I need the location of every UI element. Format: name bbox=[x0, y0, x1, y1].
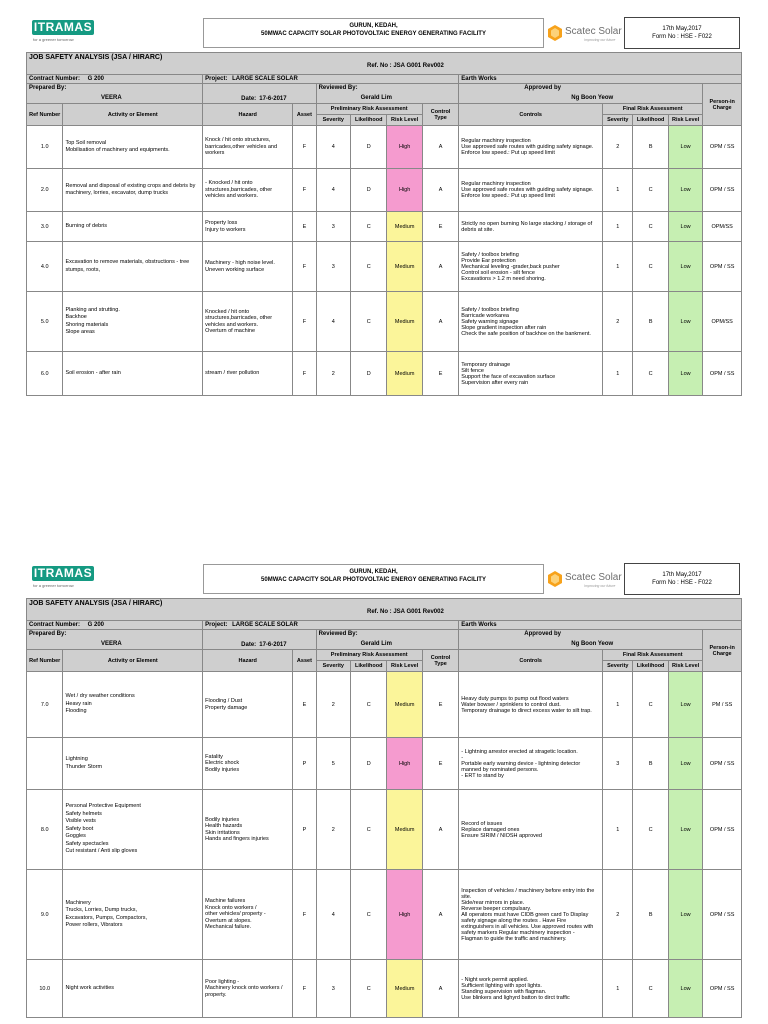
control-type-cell: E bbox=[422, 352, 458, 396]
facility-title-box bbox=[203, 564, 544, 594]
ref-cell: 6.0 bbox=[27, 352, 63, 396]
severity-cell: 5 bbox=[316, 738, 350, 790]
asset-cell: P bbox=[293, 790, 316, 870]
person-in-charge-cell: OPM / SS bbox=[703, 126, 742, 169]
form-date: 17th May,2017 bbox=[662, 572, 702, 578]
logo-wordmark: ITRAMAS bbox=[33, 20, 93, 34]
activity-cell: Personal Protective Equipment Safety helmets Visible vests Safety boot Goggles Safety spectacles Cut resistant / Anti slip gloves bbox=[63, 790, 203, 870]
final-severity-header: Severity bbox=[603, 115, 633, 126]
reviewed-label: Reviewed By: bbox=[318, 631, 358, 637]
jsa-rows bbox=[27, 126, 742, 396]
severity-cell: 3 bbox=[316, 960, 350, 1018]
hazard-cell: - Knocked / hit onto structures,barricades, other vehicles and workers. bbox=[203, 169, 293, 212]
final-risk-level-header: Risk Level bbox=[668, 661, 702, 672]
risk-level-cell: High bbox=[387, 126, 422, 169]
final-likelihood-cell: C bbox=[633, 212, 668, 242]
controls-header: Controls bbox=[459, 650, 603, 672]
prelim-header: Preliminary Risk Assessment bbox=[316, 104, 422, 115]
final-risk-level-cell: Low bbox=[668, 352, 702, 396]
hazard-cell: Bodily injuries Health hazards Skin irritations Hands and fingers injuries bbox=[203, 790, 293, 870]
control-type-cell: A bbox=[422, 960, 458, 1018]
facility-text: 50MWAC CAPACITY SOLAR PHOTOVOLTAIC ENERGY GENERATING FACILITY bbox=[261, 31, 486, 37]
final-likelihood-cell: C bbox=[633, 352, 668, 396]
location-text: GURUN, KEDAH, bbox=[349, 23, 398, 29]
signoff-row bbox=[27, 84, 742, 104]
form-date: 17th May,2017 bbox=[662, 26, 702, 32]
person-in-charge-header: Person-in Charge bbox=[703, 630, 742, 672]
final-severity-cell: 3 bbox=[603, 738, 633, 790]
project-label: Project: bbox=[205, 76, 228, 82]
severity-header: Severity bbox=[316, 661, 350, 672]
severity-header: Severity bbox=[316, 115, 350, 126]
asset-cell: E bbox=[293, 672, 316, 738]
final-severity-cell: 2 bbox=[603, 870, 633, 960]
activity-header: Activity or Element bbox=[63, 650, 203, 672]
activity-cell: Machinery Trucks, Lorries, Dump trucks, Excavators, Pumps, Compactors, Power rollers, Vibrators bbox=[63, 870, 203, 960]
risk-level-cell: Medium bbox=[387, 292, 422, 352]
activity-cell: Night work activities bbox=[63, 960, 203, 1018]
logo-tagline: for a greener tomorrow bbox=[33, 37, 74, 42]
controls-cell: Safety / toolbox briefing Provide Ear protection Mechanical leveling -grader,back pusher Control soil erosion - silt fence Excavations > 1.2 m need shoring. bbox=[459, 242, 603, 292]
likelihood-cell: D bbox=[350, 352, 386, 396]
final-risk-level-cell: Low bbox=[668, 738, 702, 790]
contract-label: Contract Number: bbox=[29, 622, 81, 628]
hazard-cell: stream / river pollution bbox=[203, 352, 293, 396]
person-in-charge-cell: OPM/SS bbox=[703, 292, 742, 352]
controls-cell: Strictly no open burning No large stacking / storage of debris at site. bbox=[459, 212, 603, 242]
table-row bbox=[27, 672, 742, 738]
table-row bbox=[27, 738, 742, 790]
date-label: Date: bbox=[241, 96, 257, 102]
controls-cell: Safety / toolbox briefing Barricade workarea Safety warning signage Slope gradient inspection after rain Check the safe position of backhoe on the bankment. bbox=[459, 292, 603, 352]
final-likelihood-header: Likelihood bbox=[633, 115, 668, 126]
hazard-cell: Property loss Injury to workers bbox=[203, 212, 293, 242]
ref-cell: 1.0 bbox=[27, 126, 63, 169]
person-in-charge-cell: OPM / SS bbox=[703, 352, 742, 396]
facility-title-box bbox=[203, 18, 544, 48]
ref-cell: 7.0 bbox=[27, 672, 63, 738]
controls-cell: Heavy duty pumps to pump out flood waters Water bowser / sprinklers to control dust. Temporary drainage to direct excess water to silt trap. bbox=[459, 672, 603, 738]
activity-cell: Lightning Thunder Storm bbox=[63, 738, 203, 790]
asset-header: Asset bbox=[293, 104, 316, 126]
final-likelihood-header: Likelihood bbox=[633, 661, 668, 672]
activity-cell: Wet / dry weather conditions Heavy rain Flooding bbox=[63, 672, 203, 738]
date-value: 17-6-2017 bbox=[259, 642, 287, 648]
control-type-header: Control Type bbox=[422, 650, 458, 672]
asset-cell: E bbox=[293, 212, 316, 242]
ref-cell bbox=[27, 738, 63, 790]
scatec-name: Scatec Solar bbox=[565, 572, 622, 583]
ref-header: Ref Number bbox=[27, 104, 63, 126]
risk-level-cell: Medium bbox=[387, 672, 422, 738]
final-header: Final Risk Assessment bbox=[603, 650, 703, 661]
contract-row bbox=[27, 621, 742, 630]
table-row bbox=[27, 212, 742, 242]
table-row bbox=[27, 352, 742, 396]
controls-cell: Regular machinry inspection Use approved safe routes with guiding safety signage. Enforce low speed.: Put up speed limit bbox=[459, 169, 603, 212]
contract-value: G 200 bbox=[87, 76, 105, 82]
final-risk-level-cell: Low bbox=[668, 242, 702, 292]
final-risk-level-cell: Low bbox=[668, 790, 702, 870]
severity-cell: 4 bbox=[316, 292, 350, 352]
hazard-header: Hazard bbox=[203, 104, 293, 126]
approved-value: Ng Boon Yeow bbox=[571, 95, 614, 101]
form-info-box bbox=[624, 17, 740, 49]
asset-cell: F bbox=[293, 960, 316, 1018]
activity-header: Activity or Element bbox=[63, 104, 203, 126]
person-in-charge-cell: OPM / SS bbox=[703, 960, 742, 1018]
prepared-value: VEERA bbox=[101, 641, 122, 647]
column-header-row bbox=[27, 104, 742, 115]
jsa-table bbox=[26, 598, 742, 1018]
controls-cell: Inspection of vehicles / machinery before entry into the site. Side/rear mirrors in place. Reverse beeper compulsary. All operators must have CIDB green card To Display safety signage along the routes . Have Fire extinguishers in all vehicles. Use approved routes with safety markers Regular machinery inspection - Flagman to guide the traffic and machinery. bbox=[459, 870, 603, 960]
person-in-charge-cell: OPM / SS bbox=[703, 169, 742, 212]
jsa-rows bbox=[27, 672, 742, 1018]
likelihood-header: Likelihood bbox=[350, 661, 386, 672]
works-value: Earth Works bbox=[461, 622, 497, 628]
controls-cell: Temporary drainage Silt fence Support the face of excavation surface Supervision after every rain bbox=[459, 352, 603, 396]
final-likelihood-cell: B bbox=[633, 292, 668, 352]
table-row bbox=[27, 292, 742, 352]
ref-number: Ref. No : JSA G001 Rev002 bbox=[367, 63, 444, 69]
person-in-charge-header: Person-in Charge bbox=[703, 84, 742, 126]
risk-level-cell: Medium bbox=[387, 790, 422, 870]
risk-level-cell: High bbox=[387, 738, 422, 790]
likelihood-cell: C bbox=[350, 960, 386, 1018]
final-severity-cell: 1 bbox=[603, 790, 633, 870]
ref-cell: 8.0 bbox=[27, 790, 63, 870]
scatec-sun-icon bbox=[548, 25, 562, 41]
contract-value: G 200 bbox=[87, 622, 105, 628]
prepared-label: Prepared By: bbox=[29, 85, 67, 91]
final-severity-cell: 1 bbox=[603, 169, 633, 212]
severity-cell: 4 bbox=[316, 169, 350, 212]
form-number: Form No : HSE - F022 bbox=[652, 34, 712, 40]
prepared-value: VEERA bbox=[101, 95, 122, 101]
risk-level-cell: High bbox=[387, 870, 422, 960]
hazard-header: Hazard bbox=[203, 650, 293, 672]
likelihood-cell: C bbox=[350, 790, 386, 870]
control-type-cell: E bbox=[422, 212, 458, 242]
table-row bbox=[27, 960, 742, 1018]
form-info-box bbox=[624, 563, 740, 595]
approved-label: Approved by bbox=[524, 631, 561, 637]
person-in-charge-cell: OPM / SS bbox=[703, 738, 742, 790]
final-risk-level-cell: Low bbox=[668, 169, 702, 212]
final-risk-level-cell: Low bbox=[668, 672, 702, 738]
reviewed-value: Gerald Lim bbox=[360, 95, 392, 101]
jsa-title: JOB SAFETY ANALYSIS (JSA / HIRARC) bbox=[29, 600, 163, 607]
final-likelihood-cell: C bbox=[633, 672, 668, 738]
scatec-name: Scatec Solar bbox=[565, 26, 622, 37]
control-type-cell: E bbox=[422, 672, 458, 738]
hazard-cell: Knocked / hit onto structures,barricades, other vehicles and workers. Overturn of machine bbox=[203, 292, 293, 352]
activity-cell: Top Soil removal Mobilisation of machinery and equipments. bbox=[63, 126, 203, 169]
ref-cell: 2.0 bbox=[27, 169, 63, 212]
final-severity-header: Severity bbox=[603, 661, 633, 672]
project-value: LARGE SCALE SOLAR bbox=[232, 622, 298, 628]
activity-cell: Burning of debris bbox=[63, 212, 203, 242]
risk-level-cell: Medium bbox=[387, 212, 422, 242]
final-severity-cell: 2 bbox=[603, 126, 633, 169]
reviewed-value: Gerald Lim bbox=[360, 641, 392, 647]
jsa-title-row bbox=[27, 599, 742, 621]
ref-cell: 3.0 bbox=[27, 212, 63, 242]
asset-header: Asset bbox=[293, 650, 316, 672]
ref-cell: 5.0 bbox=[27, 292, 63, 352]
hazard-cell: Flooding / Dust Property damage bbox=[203, 672, 293, 738]
prelim-header: Preliminary Risk Assessment bbox=[316, 650, 422, 661]
table-row bbox=[27, 126, 742, 169]
jsa-title: JOB SAFETY ANALYSIS (JSA / HIRARC) bbox=[29, 54, 163, 61]
hazard-cell: Machinery - high noise level. Uneven working surface bbox=[203, 242, 293, 292]
risk-level-cell: Medium bbox=[387, 352, 422, 396]
asset-cell: F bbox=[293, 352, 316, 396]
final-likelihood-cell: B bbox=[633, 870, 668, 960]
person-in-charge-cell: OPM / SS bbox=[703, 242, 742, 292]
jsa-page-1 bbox=[26, 14, 742, 396]
final-likelihood-cell: C bbox=[633, 960, 668, 1018]
document-header bbox=[26, 560, 742, 598]
control-type-cell: A bbox=[422, 126, 458, 169]
person-in-charge-cell: PM / SS bbox=[703, 672, 742, 738]
ref-header: Ref Number bbox=[27, 650, 63, 672]
jsa-title-row bbox=[27, 53, 742, 75]
likelihood-cell: C bbox=[350, 870, 386, 960]
controls-header: Controls bbox=[459, 104, 603, 126]
table-row bbox=[27, 242, 742, 292]
final-risk-level-header: Risk Level bbox=[668, 115, 702, 126]
controls-cell: Regular machinry inspection Use approved safe routes with guiding safety signage. Enforce low speed.: Put up speed limit bbox=[459, 126, 603, 169]
hazard-cell: Machine failures Knock onto workers / other vehicles/ property - Overturn at slopes. Mechanical failure. bbox=[203, 870, 293, 960]
controls-cell: - Night work permit applied. Sufficient lighting with spot lights. Standing supervision with flagman. Use blinkers and lighyrd batton to dirct traffic bbox=[459, 960, 603, 1018]
contract-label: Contract Number: bbox=[29, 76, 81, 82]
person-in-charge-cell: OPM / SS bbox=[703, 790, 742, 870]
jsa-table bbox=[26, 52, 742, 396]
risk-level-header: Risk Level bbox=[387, 115, 422, 126]
hazard-cell: Fatality Electric shock Bodily injuries bbox=[203, 738, 293, 790]
final-severity-cell: 2 bbox=[603, 292, 633, 352]
final-severity-cell: 1 bbox=[603, 960, 633, 1018]
hazard-cell: Poor lighting - Machinery knock onto workers / property. bbox=[203, 960, 293, 1018]
likelihood-cell: D bbox=[350, 126, 386, 169]
jsa-page-2 bbox=[26, 560, 742, 1018]
scatec-tagline: Improving our future bbox=[584, 584, 616, 588]
control-type-cell: A bbox=[422, 292, 458, 352]
approved-label: Approved by bbox=[524, 85, 561, 91]
risk-level-cell: Medium bbox=[387, 242, 422, 292]
final-risk-level-cell: Low bbox=[668, 870, 702, 960]
prepared-label: Prepared By: bbox=[29, 631, 67, 637]
location-text: GURUN, KEDAH, bbox=[349, 569, 398, 575]
final-header: Final Risk Assessment bbox=[603, 104, 703, 115]
itramas-logo bbox=[32, 20, 120, 48]
ref-cell: 4.0 bbox=[27, 242, 63, 292]
severity-cell: 2 bbox=[316, 672, 350, 738]
ref-number: Ref. No : JSA G001 Rev002 bbox=[367, 609, 444, 615]
signoff-row bbox=[27, 630, 742, 650]
ref-cell: 9.0 bbox=[27, 870, 63, 960]
risk-level-cell: Medium bbox=[387, 960, 422, 1018]
likelihood-cell: C bbox=[350, 292, 386, 352]
column-header-row bbox=[27, 650, 742, 661]
scatec-sun-icon bbox=[548, 571, 562, 587]
document-header bbox=[26, 14, 742, 52]
severity-cell: 4 bbox=[316, 126, 350, 169]
asset-cell: P bbox=[293, 738, 316, 790]
date-label: Date: bbox=[241, 642, 257, 648]
facility-text: 50MWAC CAPACITY SOLAR PHOTOVOLTAIC ENERGY GENERATING FACILITY bbox=[261, 577, 486, 583]
ref-cell: 10.0 bbox=[27, 960, 63, 1018]
final-risk-level-cell: Low bbox=[668, 126, 702, 169]
likelihood-header: Likelihood bbox=[350, 115, 386, 126]
likelihood-cell: C bbox=[350, 242, 386, 292]
severity-cell: 3 bbox=[316, 212, 350, 242]
likelihood-cell: D bbox=[350, 169, 386, 212]
final-likelihood-cell: C bbox=[633, 790, 668, 870]
final-risk-level-cell: Low bbox=[668, 212, 702, 242]
date-value: 17-6-2017 bbox=[259, 96, 287, 102]
activity-cell: Removal and disposal of existing crops and debris by machinery, lorries, excavator, dump trucks bbox=[63, 169, 203, 212]
asset-cell: F bbox=[293, 126, 316, 169]
scatec-tagline: Improving our future bbox=[584, 38, 616, 42]
control-type-cell: A bbox=[422, 870, 458, 960]
control-type-header: Control Type bbox=[422, 104, 458, 126]
approved-value: Ng Boon Yeow bbox=[571, 641, 614, 647]
likelihood-cell: C bbox=[350, 212, 386, 242]
final-likelihood-cell: B bbox=[633, 126, 668, 169]
control-type-cell: A bbox=[422, 242, 458, 292]
severity-cell: 2 bbox=[316, 790, 350, 870]
person-in-charge-cell: OPM / SS bbox=[703, 870, 742, 960]
severity-cell: 4 bbox=[316, 870, 350, 960]
contract-row bbox=[27, 75, 742, 84]
asset-cell: F bbox=[293, 169, 316, 212]
final-likelihood-cell: C bbox=[633, 242, 668, 292]
table-row bbox=[27, 870, 742, 960]
final-risk-level-cell: Low bbox=[668, 960, 702, 1018]
control-type-cell: A bbox=[422, 169, 458, 212]
form-number: Form No : HSE - F022 bbox=[652, 580, 712, 586]
hazard-cell: Knock / hit onto structures, barricades,other vehicles and workers bbox=[203, 126, 293, 169]
itramas-logo bbox=[32, 566, 120, 594]
asset-cell: F bbox=[293, 870, 316, 960]
activity-cell: Planking and strutting. Backhoe Shoring materials Slope areas bbox=[63, 292, 203, 352]
reviewed-label: Reviewed By: bbox=[318, 85, 358, 91]
risk-level-cell: High bbox=[387, 169, 422, 212]
asset-cell: F bbox=[293, 242, 316, 292]
activity-cell: Excavation to remove materials, obstructions - tree stumps, roots, bbox=[63, 242, 203, 292]
likelihood-cell: C bbox=[350, 672, 386, 738]
severity-cell: 2 bbox=[316, 352, 350, 396]
table-row bbox=[27, 169, 742, 212]
final-likelihood-cell: B bbox=[633, 738, 668, 790]
controls-cell: - Lightning arrestor erected at stragetic location. - Portable early warning device - lightning detector manned by nominated persons. - ERT to stand by bbox=[459, 738, 603, 790]
works-value: Earth Works bbox=[461, 76, 497, 82]
table-row bbox=[27, 790, 742, 870]
final-likelihood-cell: C bbox=[633, 169, 668, 212]
logo-tagline: for a greener tomorrow bbox=[33, 583, 74, 588]
controls-cell: Record of issues Replace damaged ones Ensure SIRIM / NIOSH approved bbox=[459, 790, 603, 870]
control-type-cell: E bbox=[422, 738, 458, 790]
person-in-charge-cell: OPM/SS bbox=[703, 212, 742, 242]
final-severity-cell: 1 bbox=[603, 212, 633, 242]
final-severity-cell: 1 bbox=[603, 672, 633, 738]
asset-cell: F bbox=[293, 292, 316, 352]
risk-level-header: Risk Level bbox=[387, 661, 422, 672]
project-label: Project: bbox=[205, 622, 228, 628]
final-risk-level-cell: Low bbox=[668, 292, 702, 352]
likelihood-cell: D bbox=[350, 738, 386, 790]
activity-cell: Soil erosion - after rain bbox=[63, 352, 203, 396]
logo-wordmark: ITRAMAS bbox=[33, 566, 93, 580]
project-value: LARGE SCALE SOLAR bbox=[232, 76, 298, 82]
severity-cell: 3 bbox=[316, 242, 350, 292]
control-type-cell: A bbox=[422, 790, 458, 870]
final-severity-cell: 1 bbox=[603, 242, 633, 292]
final-severity-cell: 1 bbox=[603, 352, 633, 396]
